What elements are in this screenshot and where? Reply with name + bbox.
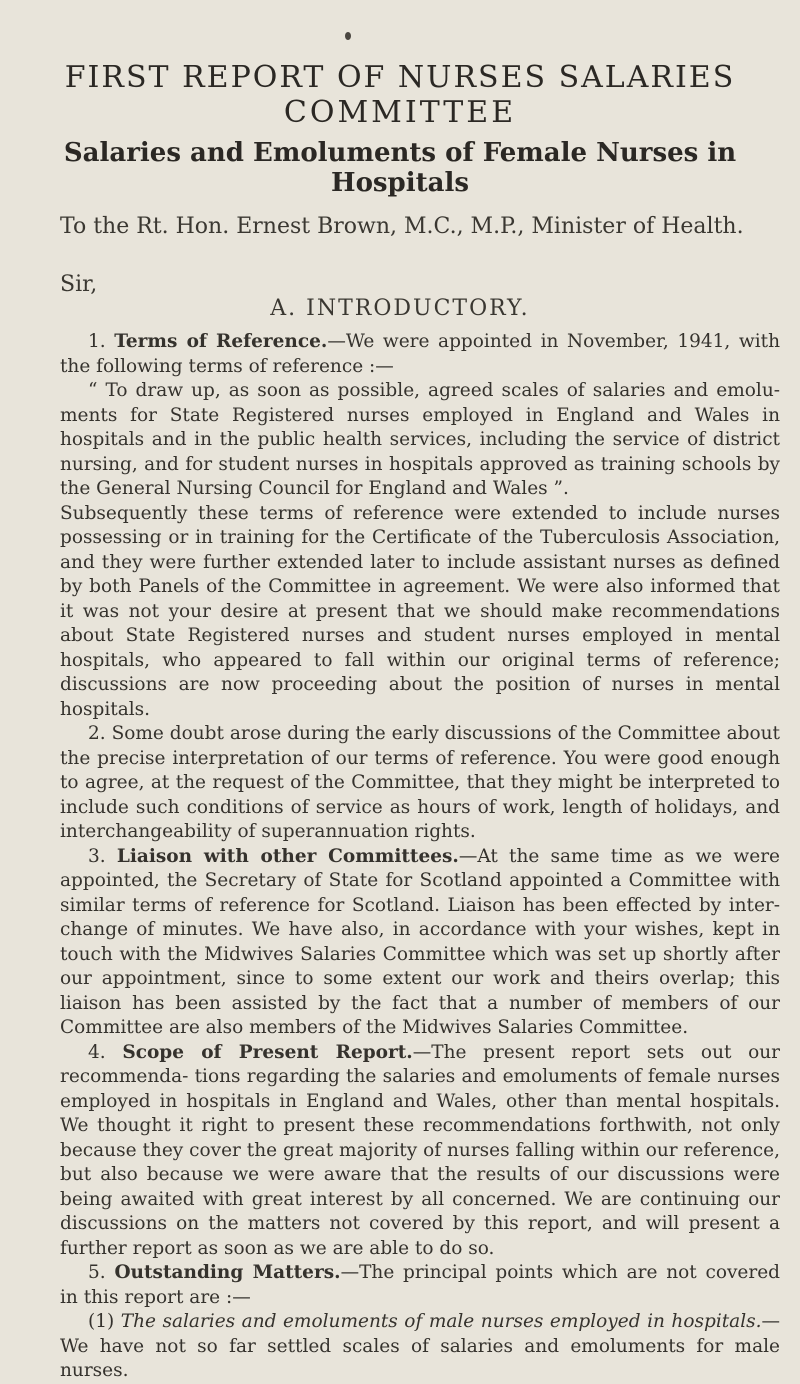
- terms-quote: “ To draw up, as soon as possible, agreed scales of salaries and emolu- ments for State Registered nurses employed in England and Wales in hospitals and in the public health services, including the service of district nursing, and for student nurses in hospitals approved as training schools by the General Nursing Council for England and Wales ”.: [60, 380, 780, 499]
- paragraph-3: [60, 845, 780, 1041]
- paragraph-4: [60, 1041, 780, 1262]
- paragraph-heading: Terms of Reference.: [114, 331, 328, 352]
- paragraph-heading: Liaison with other Committees.: [116, 845, 459, 867]
- subtitle-line-1: Salaries and Emoluments of Female Nurses in: [63, 138, 737, 168]
- salutation: Sir,: [60, 272, 98, 297]
- paragraph-text: Some doubt arose during the early discussions of the Committee about the precise interpretation of our terms of reference. You were good enough to agree, at the request of the Committee, that they might be interpreted to include such conditions of service as hours of work, length of holidays, and interchangeability of superannuation rights.: [60, 723, 780, 842]
- sub-item-text: —We have not so far settled scales of salaries and emoluments for male nurses.: [60, 1311, 780, 1381]
- report-title-line-2: COMMITTEE: [283, 95, 517, 130]
- paragraph-text: —We were appointed in November, 1941, with the following terms of reference :—: [60, 331, 780, 377]
- paragraph-1: [60, 330, 780, 379]
- paragraph-number: 5.: [88, 1262, 106, 1283]
- sub-item-heading: The salaries and emoluments of male nurses employed in hospitals.: [120, 1311, 762, 1332]
- paragraph-continuation: Subsequently these terms of reference were extended to include nurses possessing or in training for the Certificate of the Tuberculosis Association, and they were further extended later to include assistant nurses as defined by both Panels of the Committee in agreement. We were also informed that it was not your desire at present that we should make recommendations about State Registered nurses and student nurses employed in mental hospitals, who appeared to fall within our original terms of reference; discussions are now proceeding about the position of nurses in mental hospitals.: [60, 502, 780, 720]
- paragraph-heading: Outstanding Matters.: [114, 1262, 341, 1283]
- sub-item-number: (1): [88, 1311, 115, 1332]
- paragraph-text: —The principal points which are not covered in this report are :—: [60, 1262, 780, 1308]
- sub-item-1: [60, 1310, 780, 1384]
- paragraph-heading: Scope of Present Report.: [122, 1041, 413, 1063]
- paragraph-number: 3.: [88, 845, 106, 867]
- subtitle-line-2: Hospitals: [331, 168, 469, 198]
- section-heading: A. INTRODUCTORY.: [270, 296, 530, 321]
- paragraph-5: [60, 1261, 780, 1310]
- paragraph-2: [60, 722, 780, 845]
- paragraph-number: 1.: [88, 331, 106, 352]
- ink-mark: [345, 32, 351, 40]
- report-title-line-1: FIRST REPORT OF NURSES SALARIES: [64, 60, 736, 95]
- paragraph-text: —At the same time as we were appointed, the Secretary of State for Scotland appointed a Committee with similar terms of reference for Scotland. Liaison has been effected by inter- change of minutes. We have also, in accordance with your wishes, kept in touch with the Midwives Salaries Committee which was set up shortly after our appointment, since to some extent our work and theirs overlap; this liaison has been assisted by the fact that a number of members of our Committee are also members of the Midwives Salaries Committee.: [60, 845, 780, 1038]
- paragraph-number: 4.: [88, 1041, 106, 1063]
- addressee: To the Rt. Hon. Ernest Brown, M.C., M.P., Minister of Health.: [60, 214, 744, 239]
- body-text: [60, 330, 780, 1384]
- paragraph-text: —The present report sets out our recommenda- tions regarding the salaries and emoluments of female nurses employed in hospitals in England and Wales, other than mental hospitals. We thought it right to present these recommendations forthwith, not only because they cover the great majority of nurses falling within our reference, but also because we were aware that the results of our discussions were being awaited with great interest by all concerned. We are continuing our discussions on the matters not covered by this report, and will present a further report as soon as we are able to do so.: [60, 1041, 780, 1259]
- paragraph-number: 2.: [88, 723, 106, 744]
